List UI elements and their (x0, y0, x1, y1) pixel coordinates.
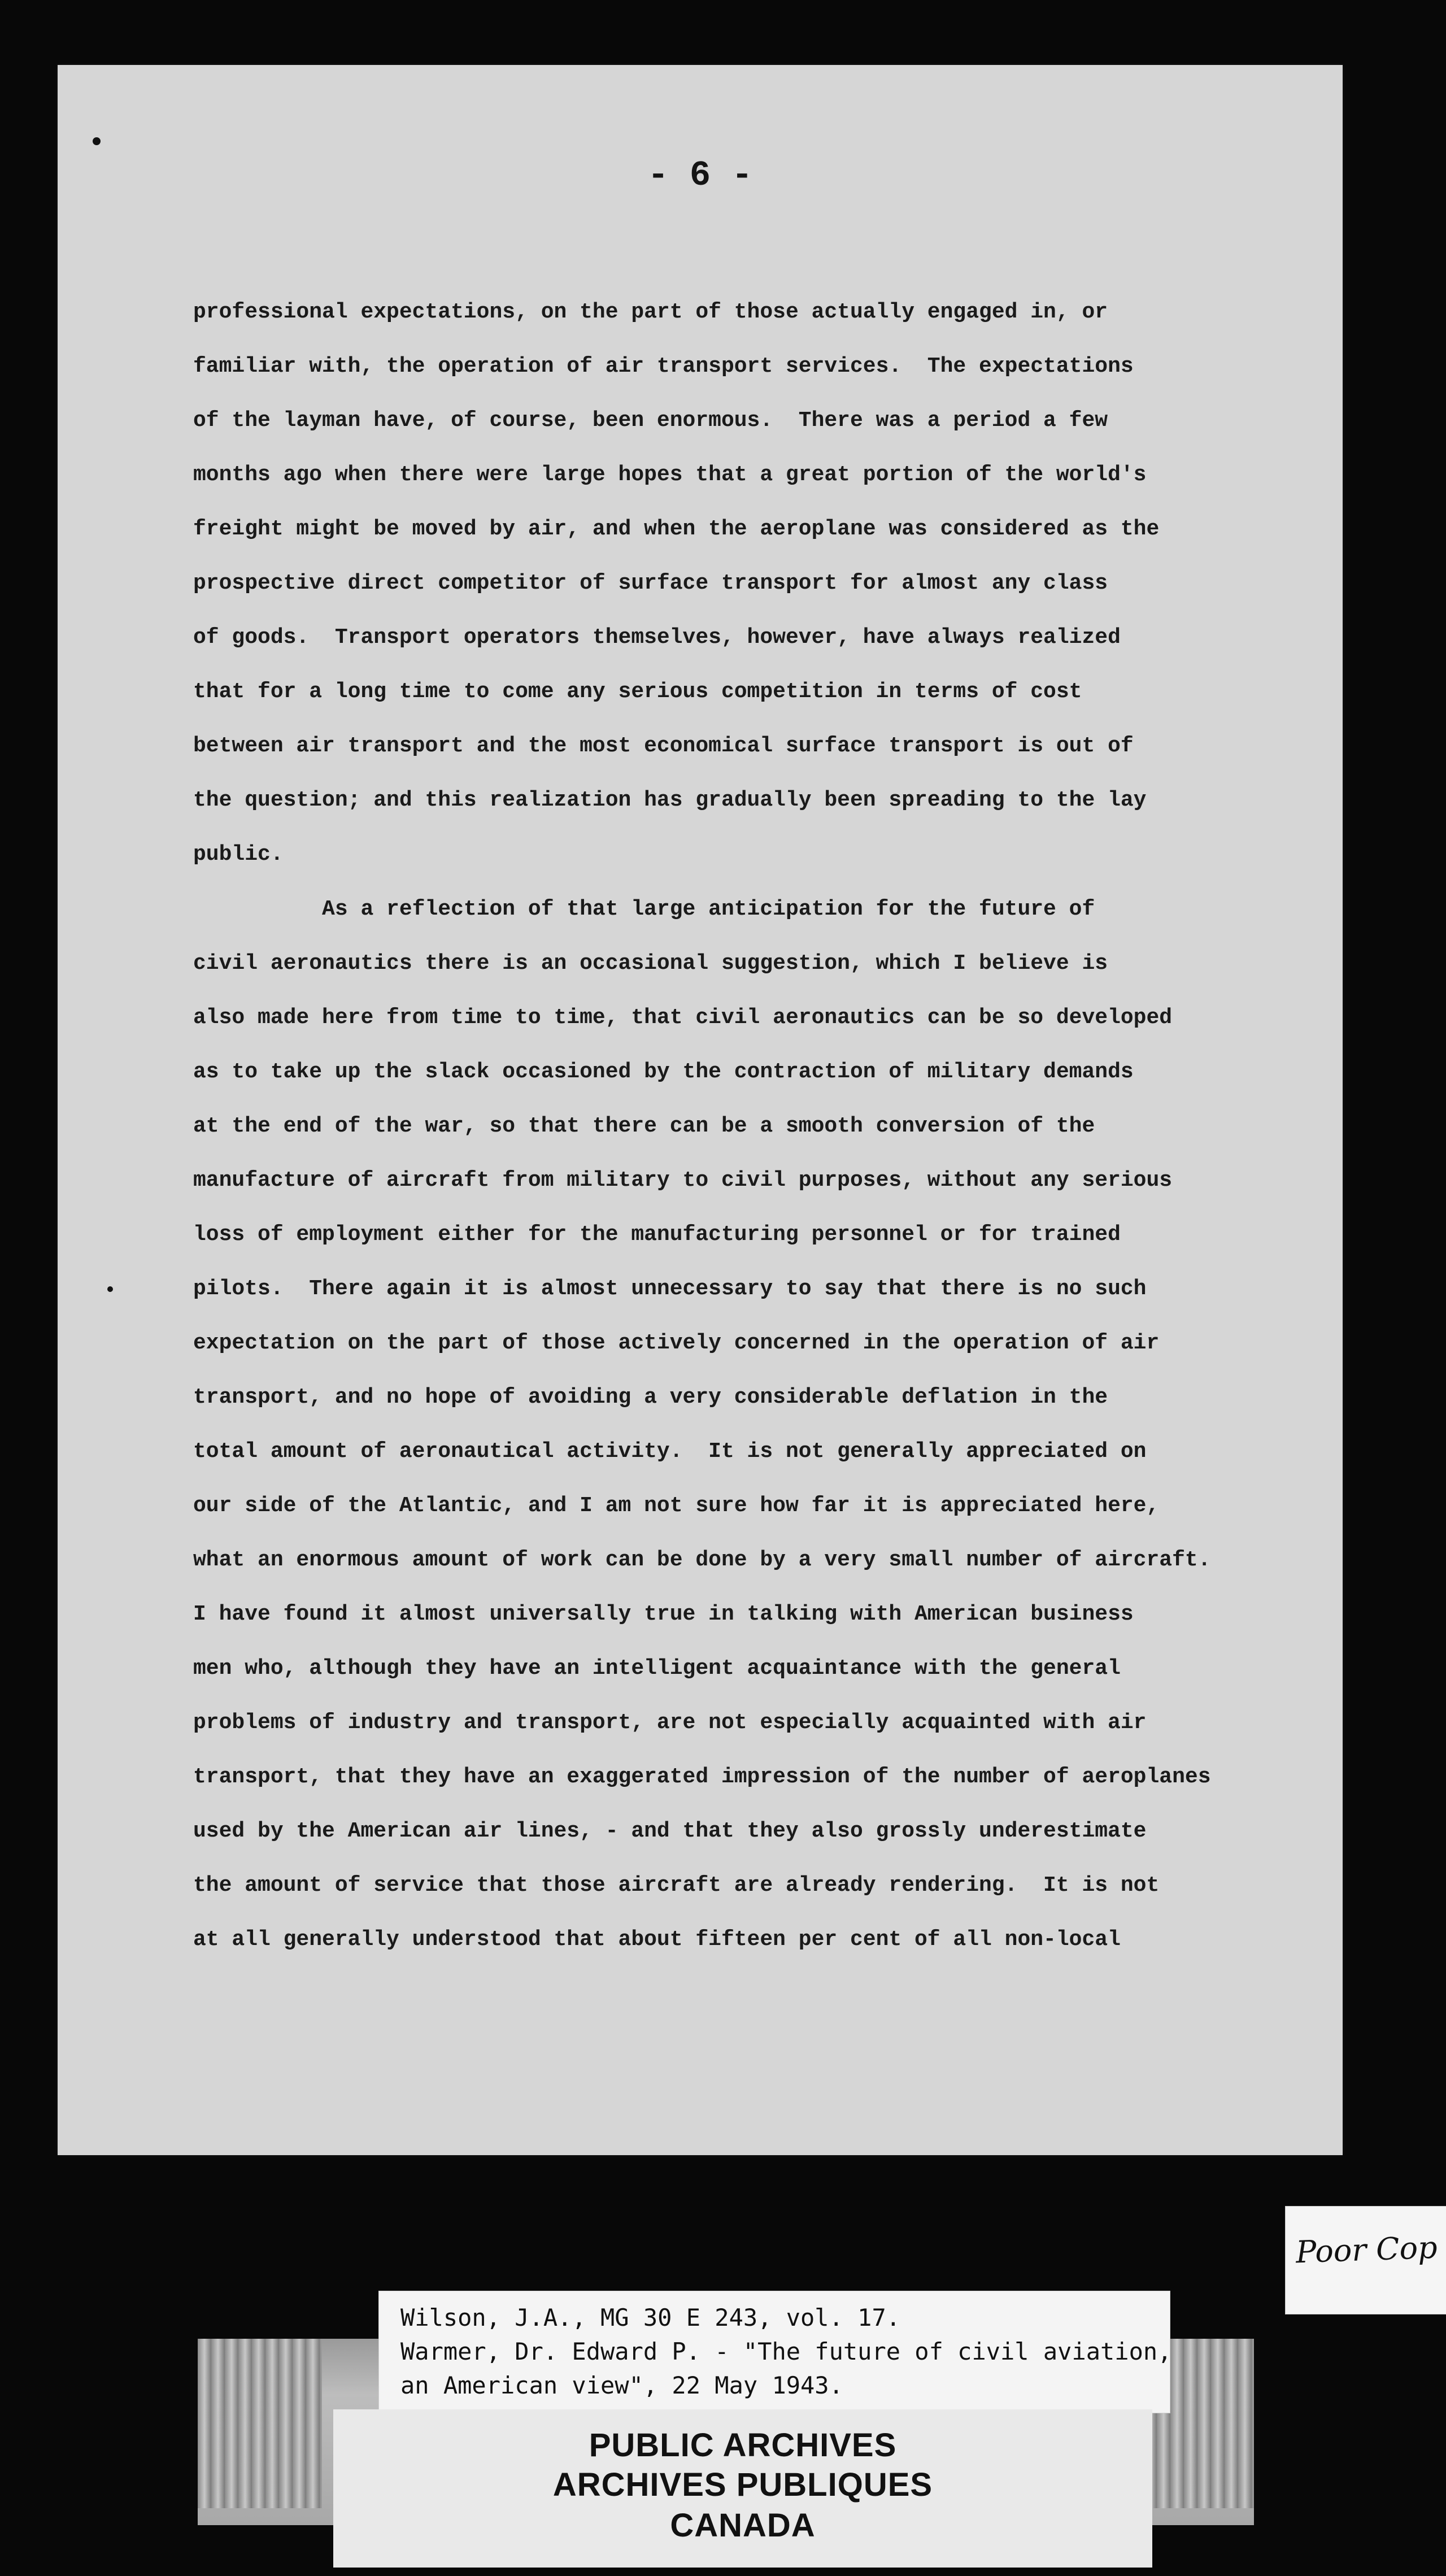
archive-citation-label (378, 2291, 1170, 2413)
text-line: problems of industry and transport, are not especially acquainted with air (193, 1711, 1147, 1735)
paragraph-2 (193, 882, 1329, 1967)
text-line: manufacture of aircraft from military to civil purposes, without any serious (193, 1168, 1173, 1193)
tape-left-edge (198, 2339, 322, 2508)
page-number: - 6 - (647, 155, 753, 195)
text-line: that for a long time to come any serious competition in terms of cost (193, 680, 1082, 704)
handwritten-note-slip (1285, 2206, 1446, 2314)
stamp-line-1: PUBLIC ARCHIVES (589, 2427, 897, 2464)
text-line: expectation on the part of those actively concerned in the operation of air (193, 1331, 1160, 1355)
text-line: used by the American air lines, - and that they also grossly underestimate (193, 1819, 1147, 1843)
text-line: between air transport and the most economical surface transport is out of (193, 734, 1134, 758)
text-line: also made here from time to time, that civil aeronautics can be so developed (193, 1006, 1173, 1030)
speck-mark (93, 137, 101, 145)
text-line: loss of employment either for the manufacturing personnel or for trained (193, 1222, 1121, 1247)
archives-stamp (333, 2409, 1152, 2568)
text-line: As a reflection of that large anticipation for the future of (193, 897, 1095, 921)
text-line: civil aeronautics there is an occasional suggestion, which I believe is (193, 951, 1108, 976)
text-line: public. (193, 842, 284, 867)
text-line: prospective direct competitor of surface transport for almost any class (193, 571, 1108, 595)
text-line: freight might be moved by air, and when the aeroplane was considered as the (193, 517, 1160, 541)
text-line: what an enormous amount of work can be done by a very small number of aircraft. (193, 1548, 1211, 1572)
text-line: the question; and this realization has gradually been spreading to the lay (193, 788, 1147, 812)
text-line: familiar with, the operation of air transport services. The expectations (193, 354, 1134, 378)
stamp-line-2: ARCHIVES PUBLIQUES (552, 2466, 933, 2503)
text-line: pilots. There again it is almost unnecessary to say that there is no such (193, 1277, 1147, 1301)
text-line: transport, and no hope of avoiding a very considerable deflation in the (193, 1385, 1108, 1409)
text-line: I have found it almost universally true in talking with American business (193, 1602, 1134, 1626)
text-line: professional expectations, on the part of those actually engaged in, or (193, 300, 1108, 324)
text-line: total amount of aeronautical activity. It is not generally appreciated on (193, 1439, 1147, 1464)
text-line: our side of the Atlantic, and I am not sure how far it is appreciated here, (193, 1494, 1160, 1518)
text-line: men who, although they have an intelligent acquaintance with the general (193, 1656, 1121, 1681)
citation-line-3: an American view", 22 May 1943. (400, 2372, 843, 2399)
speck-mark (107, 1286, 113, 1292)
citation-line-2: Warmer, Dr. Edward P. - "The future of civil aviation, (400, 2338, 1172, 2365)
text-line: as to take up the slack occasioned by the contraction of military demands (193, 1060, 1134, 1084)
handwritten-note: Poor Cop (1295, 2229, 1438, 2270)
text-line: of the layman have, of course, been enormous. There was a period a few (193, 408, 1108, 433)
text-line: the amount of service that those aircraft are already rendering. It is not (193, 1873, 1160, 1898)
document-page (58, 65, 1343, 2155)
stamp-line-3: CANADA (670, 2507, 816, 2544)
text-line: at all generally understood that about fifteen per cent of all non-local (193, 1927, 1121, 1952)
citation-line-1: Wilson, J.A., MG 30 E 243, vol. 17. (400, 2304, 901, 2331)
text-line: months ago when there were large hopes that a great portion of the world's (193, 463, 1147, 487)
text-line: at the end of the war, so that there can be a smooth conversion of the (193, 1114, 1095, 1138)
paragraph-1 (193, 285, 1329, 882)
text-line: of goods. Transport operators themselves, however, have always realized (193, 625, 1121, 650)
text-line: transport, that they have an exaggerated impression of the number of aeroplanes (193, 1765, 1211, 1789)
